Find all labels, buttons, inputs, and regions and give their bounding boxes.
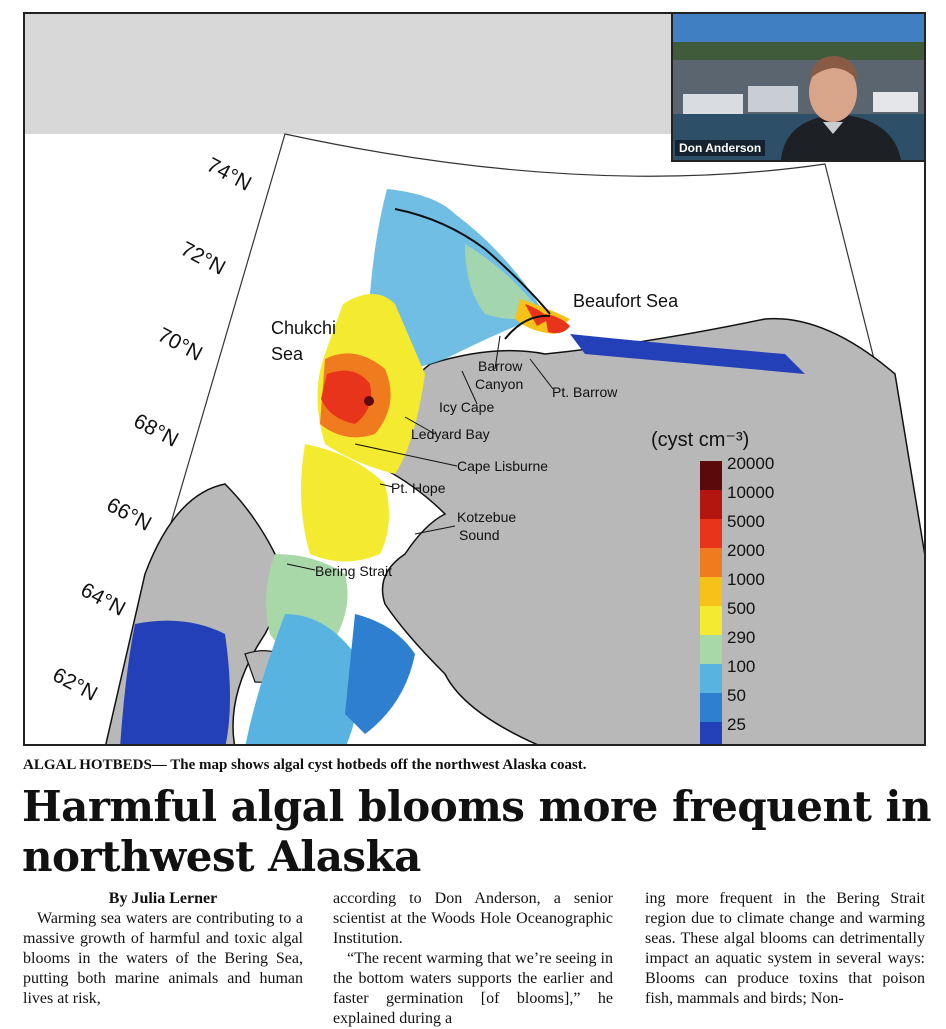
legend-tick-label: 290 (727, 628, 756, 647)
legend-swatch (700, 693, 722, 722)
lat-label-62: 62°N (48, 663, 102, 706)
legend-tick-label: 100 (727, 657, 756, 676)
article-headline: Harmful algal blooms more frequent in northwest Alaska (22, 782, 932, 881)
label-sea: Sea (271, 344, 304, 364)
legend-swatch (700, 722, 722, 746)
legend-unit: (cyst cm⁻³) (651, 429, 750, 451)
label-beaufort-sea: Beaufort Sea (573, 291, 679, 311)
label-sound: Sound (459, 527, 500, 543)
lat-label-72: 72°N (176, 237, 230, 280)
byline: By Julia Lerner (108, 890, 218, 907)
legend-swatch (700, 635, 722, 664)
label-barrow: Barrow (478, 358, 523, 374)
speaker-video (673, 14, 926, 160)
legend-tick-label: 25 (727, 715, 746, 734)
legend-tick-label: 2000 (727, 541, 765, 560)
label-pt-barrow: Pt. Barrow (552, 384, 618, 400)
label-kotzebue: Kotzebue (457, 509, 517, 525)
column-1-text: Warming sea waters are contributing to a massive growth of harmful and toxic algal blooms in the waters of the Bering Sea, putting both marine animals and human lives at risk, (23, 910, 303, 1007)
column-3-text: ing more frequent in the Bering Strait region due to climate change and warming seas. These algal blooms can detrimentally impact an aquatic system in several ways: Blooms can produce toxins that poison fish, mammals and birds; Non- (645, 890, 925, 1007)
legend-tick-label: 5000 (727, 512, 765, 531)
legend-swatch (700, 577, 722, 606)
article-column-3 (645, 889, 925, 1009)
label-cape-lisburne: Cape Lisburne (457, 458, 549, 474)
label-chukchi: Chukchi (271, 318, 337, 338)
article-column-2 (333, 889, 613, 1029)
video-inset (671, 14, 926, 162)
legend-swatch (700, 548, 722, 577)
lat-label-66: 66°N (102, 493, 156, 536)
speaker-name-tag: Don Anderson (675, 140, 765, 156)
legend-tick-label: 1000 (727, 570, 765, 589)
legend-swatch (700, 519, 722, 548)
column-2-text-b: “The recent warming that we’re seeing in the bottom waters supports the earlier and faster germination [of blooms],” he explained during a (333, 950, 613, 1027)
legend-tick-label: 20000 (727, 454, 775, 473)
photo-caption: ALGAL HOTBEDS— The map shows algal cyst hotbeds off the northwest Alaska coast. (23, 757, 587, 773)
label-canyon: Canyon (475, 376, 524, 392)
lat-label-68: 68°N (129, 409, 183, 452)
label-pt-hope: Pt. Hope (391, 480, 446, 496)
label-icy-cape: Icy Cape (439, 399, 495, 415)
legend-swatch (700, 606, 722, 635)
legend-colorbar (700, 461, 722, 746)
legend-tick-label: 500 (727, 599, 756, 618)
legend-swatch (700, 490, 722, 519)
map-figure (23, 12, 926, 746)
legend-tick-label: 10000 (727, 483, 775, 502)
legend-tick-label: 50 (727, 686, 746, 705)
label-ledyard-bay: Ledyard Bay (411, 426, 490, 442)
lat-label-70: 70°N (153, 323, 207, 366)
legend-swatch (700, 461, 722, 490)
article-column-1 (23, 889, 303, 1009)
column-2-text-a: according to Don Anderson, a senior scientist at the Woods Hole Oceanographic Institution. (333, 890, 613, 947)
lat-label-64: 64°N (76, 578, 130, 621)
legend-swatch (700, 664, 722, 693)
label-bering-strait: Bering Strait (315, 563, 393, 579)
lat-label-74: 74°N (202, 153, 256, 196)
